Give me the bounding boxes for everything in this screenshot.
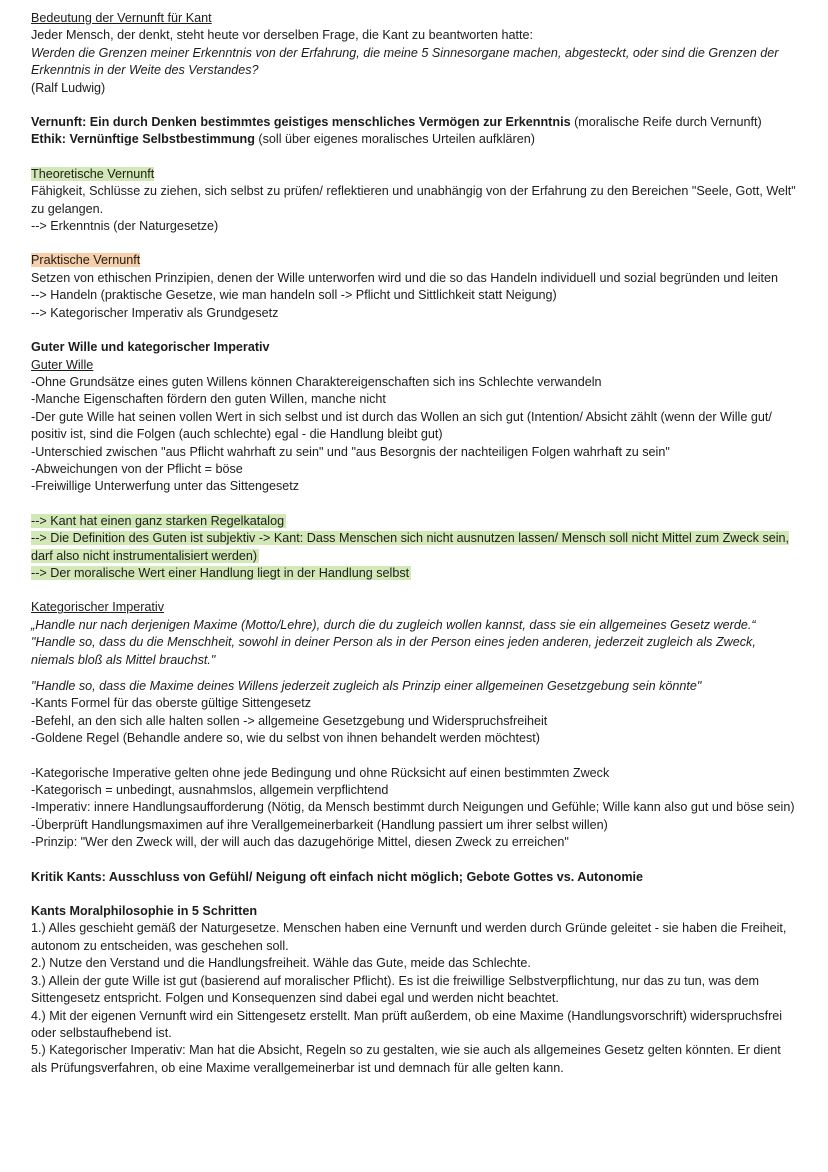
schritt-item: 2.) Nutze den Verstand und die Handlungsfreiheit. Wähle das Gute, meide das Schlechte.: [31, 956, 531, 971]
highlight-text: --> Die Definition des Guten ist subjektiv -> Kant: Dass Menschen sich nicht ausnutzen lassen/ Mensch soll nicht Mittel zum Zweck sein, darf also nicht instrumentalisiert werden): [31, 531, 790, 563]
imperativ-quote-1: „Handle nur nach derjenigen Maxime (Motto/Lehre), durch die du zugleich wollen kannst, dass sie ein allgemeines Gesetz werde.“: [31, 617, 756, 632]
highlight-text: --> Der moralische Wert einer Handlung liegt in der Handlung selbst: [31, 565, 410, 580]
list-item: -Befehl, an den sich alle halten sollen -> allgemeine Gesetzgebung und Widerspruchsfreiheit: [31, 713, 548, 728]
guter-wille-section-title: Guter Wille und kategorischer Imperativ: [31, 340, 270, 355]
highlight-line: [31, 530, 800, 565]
list-item: -Ohne Grundsätze eines guten Willens können Charaktereigenschaften sich ins Schlechte verwandeln: [31, 374, 602, 389]
highlight-text: --> Kant hat einen ganz starken Regelkatalog: [31, 513, 285, 528]
imperativ-quote-3: "Handle so, dass die Maxime deines Willens jederzeit zugleich als Prinzip einer allgemeinen Gesetzgebung sein könnte": [31, 679, 702, 693]
list-item: -Kategorische Imperative gelten ohne jede Bedingung und ohne Rücksicht auf einen bestimmten Zweck: [31, 765, 610, 780]
praktische-vernunft-title: Praktische Vernunft: [31, 253, 141, 268]
schritte-title: Kants Moralphilosophie in 5 Schritten: [31, 904, 258, 919]
intro-heading: Bedeutung der Vernunft für Kant: [31, 11, 212, 25]
list-item: -Manche Eigenschaften fördern den guten Willen, manche nicht: [31, 392, 386, 407]
guter-wille-subtitle: Guter Wille: [31, 357, 94, 372]
vernunft-definition: [31, 114, 800, 131]
schritt-item: 5.) Kategorischer Imperativ: Man hat die Absicht, Regeln so zu gestalten, wie sie auch als allgemeines Gesetz gelten könnten. Er dient als Prüfungsverfahren, ob eine Maxime verallgemeinerbar ist und demnach für alle gelten kann.: [31, 1043, 781, 1075]
list-item: -Prinzip: "Wer den Zweck will, der will auch das dazugehörige Mittel, diesen Zweck zu erreichen": [31, 835, 569, 850]
list-item: -Der gute Wille hat seinen vollen Wert in sich selbst und ist durch das Wollen an sich gut (Intention/ Absicht zählt (wenn der Wille gut/ positiv ist, sind die Folgen (auch schlechte) egal - die Handlung bleibt gut): [31, 409, 772, 442]
list-item: -Imperativ: innere Handlungsaufforderung (Nötig, da Mensch bestimmt durch Neigungen und Gefühle; Wille kann also gut und böse sein): [31, 800, 795, 815]
list-item: -Unterschied zwischen "aus Pflicht wahrhaft zu sein" und "aus Besorgnis der nachteiligen Folgen wahrhaft zu sein": [31, 444, 670, 459]
kategorischer-imperativ-subtitle: Kategorischer Imperativ: [31, 600, 164, 615]
intro-text: Jeder Mensch, der denkt, steht heute vor derselben Frage, die Kant zu beantworten hatte:: [31, 28, 533, 43]
theoretische-vernunft-arrow: --> Erkenntnis (der Naturgesetze): [31, 219, 219, 234]
theoretische-vernunft-section: [31, 166, 800, 183]
theoretische-vernunft-title: Theoretische Vernunft: [31, 166, 155, 181]
schritt-item: 1.) Alles geschieht gemäß der Naturgesetze. Menschen haben eine Vernunft und werden durch Gründe geleitet - sie haben die Freiheit, autonom zu entscheiden, was geschehen soll.: [31, 921, 787, 953]
ethik-definition-bold: Ethik: Vernünftige Selbstbestimmung: [31, 132, 255, 147]
list-item: -Kategorisch = unbedingt, ausnahmslos, allgemein verpflichtend: [31, 783, 389, 798]
guter-wille-highlights: [31, 513, 800, 583]
schritt-item: 4.) Mit der eigenen Vernunft wird ein Sittengesetz erstellt. Man prüft außerdem, ob eine Maxime (Handlungsvorschrift) widerspruchsfrei oder selbstaufhebend ist.: [31, 1008, 783, 1040]
vernunft-definition-bold: Vernunft: Ein durch Denken bestimmtes geistiges menschliches Vermögen zur Erkenntnis: [31, 115, 571, 130]
kritik-kants: Kritik Kants: Ausschluss von Gefühl/ Neigung oft einfach nicht möglich; Gebote Gottes vs. Autonomie: [31, 869, 644, 884]
intro-author: (Ralf Ludwig): [31, 80, 106, 95]
praktische-vernunft-arrow-1: --> Handeln (praktische Gesetze, wie man handeln soll -> Pflicht und Sittlichkeit statt Neigung): [31, 288, 557, 303]
intro-quote: Werden die Grenzen meiner Erkenntnis von der Erfahrung, die meine 5 Sinnesorgane machen, abgesteckt, oder sind die Grenzen der Erkenntnis in der Weite des Verstandes?: [31, 45, 779, 78]
list-item: -Freiwillige Unterwerfung unter das Sittengesetz: [31, 479, 300, 494]
praktische-vernunft-arrow-2: --> Kategorischer Imperativ als Grundgesetz: [31, 305, 279, 320]
list-item: -Abweichungen von der Pflicht = böse: [31, 461, 243, 476]
ethik-definition-rest: (soll über eigenes moralisches Urteilen aufklären): [254, 132, 535, 147]
vernunft-definition-rest: (moralische Reife durch Vernunft): [570, 115, 762, 130]
praktische-vernunft-section: [31, 252, 800, 269]
schritt-item: 3.) Allein der gute Wille ist gut (basierend auf moralischer Pflicht). Es ist die freiwillige Selbstverpflichtung, nur das zu tun, was dem Sittengesetz entspricht. Folgen und Konsequenzen sind dabei egal und werden nicht beachtet.: [31, 973, 759, 1006]
imperativ-quote-2: "Handle so, dass du die Menschheit, sowohl in deiner Person als in der Person eines jeden anderen, jederzeit zugleich als Zweck, niemals bloß als Mittel brauchst.": [31, 635, 756, 667]
highlight-line: [31, 565, 800, 582]
highlight-line: [31, 513, 800, 530]
theoretische-vernunft-text: Fähigkeit, Schlüsse zu ziehen, sich selbst zu prüfen/ reflektieren und unabhängig von der Erfahrung zu den Bereichen "Seele, Gott, Welt" zu gelangen.: [31, 184, 796, 216]
list-item: -Kants Formel für das oberste gültige Sittengesetz: [31, 696, 312, 711]
list-item: -Überprüft Handlungsmaximen auf ihre Verallgemeinerbarkeit (Handlung passiert um ihrer selbst willen): [31, 817, 608, 832]
ethik-definition: [31, 131, 800, 148]
praktische-vernunft-text: Setzen von ethischen Prinzipien, denen der Wille unterworfen wird und die so das Handeln individuell und sozial begründen und leiten: [31, 270, 779, 285]
list-item: -Goldene Regel (Behandle andere so, wie du selbst von ihnen behandelt werden möchtest): [31, 731, 540, 746]
